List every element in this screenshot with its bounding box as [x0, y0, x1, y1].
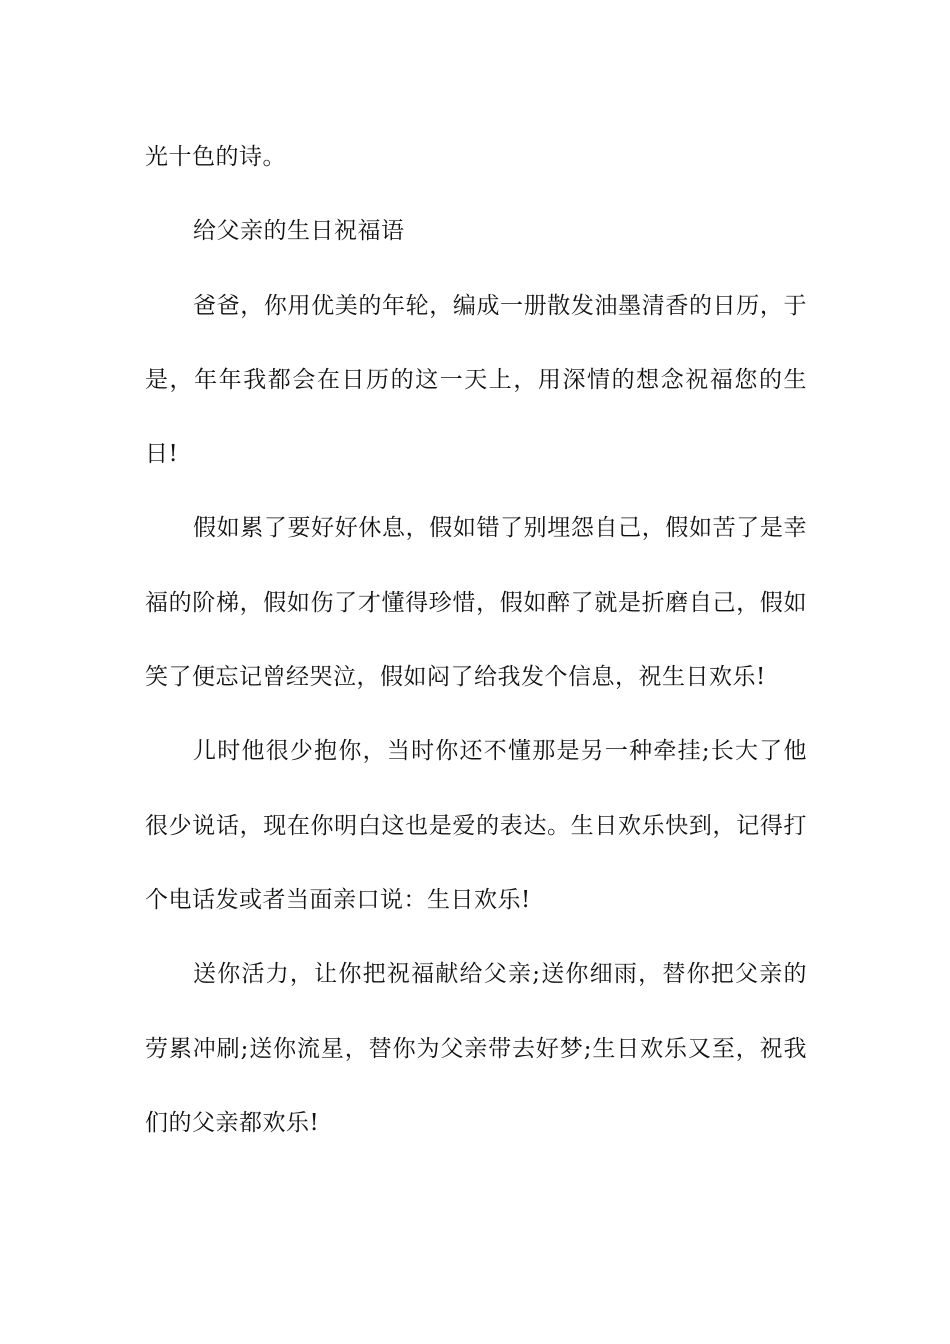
section-heading: 给父亲的生日祝福语: [193, 218, 405, 245]
paragraph-1: 爸爸，你用优美的年轮，编成一册散发油墨清香的日历，于是，年年我都会在日历的这一天上，用深情的想念祝福您的生日!: [145, 292, 807, 468]
paragraph-3: 儿时他很少抱你，当时你还不懂那是另一种牵挂;长大了他很少说话，现在你明白这也是爱的表达。生日欢乐快到，记得打个电话发或者当面亲口说：生日欢乐!: [145, 738, 807, 913]
document-body: [145, 120, 807, 1160]
paragraph-4: 送你活力，让你把祝福献给父亲;送你细雨，替你把父亲的劳累冲刷;送你流星，替你为父亲带去好梦;生日欢乐又至，祝我们的父亲都欢乐!: [145, 961, 807, 1136]
paragraph-continuation: 光十色的诗。: [145, 144, 286, 170]
paragraph-2: 假如累了要好好休息，假如错了别埋怨自己，假如苦了是幸福的阶梯，假如伤了才懂得珍惜，假如醉了就是折磨自己，假如笑了便忘记曾经哭泣，假如闷了给我发个信息，祝生日欢乐!: [145, 515, 807, 691]
